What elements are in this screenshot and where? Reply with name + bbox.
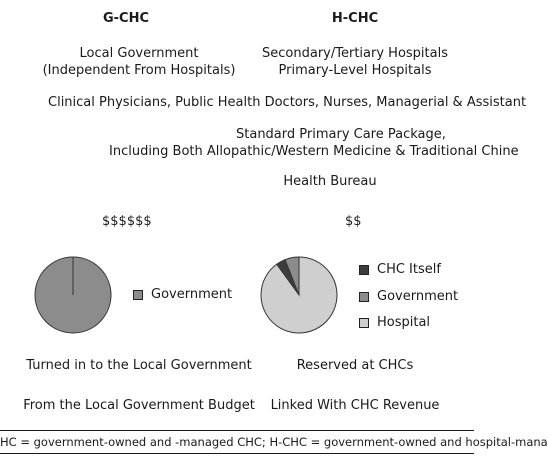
supervisor: Health Bureau xyxy=(283,174,377,189)
h-salary: Linked With CHC Revenue xyxy=(270,398,440,413)
package-line1: Standard Primary Care Package, xyxy=(236,127,446,142)
h-cost: $$ xyxy=(345,214,362,229)
g-legend-government xyxy=(133,287,232,302)
g-revenue: Turned in to the Local Government xyxy=(26,358,252,373)
legend-label: Government xyxy=(377,289,459,304)
g-cost: $$$$$$ xyxy=(102,214,152,229)
g-chc-header: G-CHC xyxy=(102,11,150,26)
h-owner-line2: Primary-Level Hospitals xyxy=(278,63,432,78)
h-legend-government xyxy=(359,289,458,304)
legend-swatch xyxy=(359,292,369,302)
h-owner-line1: Secondary/Tertiary Hospitals xyxy=(262,46,448,61)
package-line2: Including Both Allopathic/Western Medicine & Traditional Chine xyxy=(109,144,519,159)
legend-label: CHC Itself xyxy=(377,262,441,277)
h-legend-chc-itself xyxy=(359,262,441,277)
footnote-bottom-rule xyxy=(0,453,474,454)
legend-label: Government xyxy=(151,287,233,302)
h-chc-header: H-CHC xyxy=(331,11,379,26)
h-revenue: Reserved at CHCs xyxy=(296,358,414,373)
h-legend-hospital xyxy=(359,315,430,330)
legend-label: Hospital xyxy=(377,315,431,330)
g-chc-funding-pie xyxy=(33,255,113,335)
g-salary: From the Local Government Budget xyxy=(23,398,255,413)
legend-swatch xyxy=(133,290,143,300)
h-chc-funding-pie xyxy=(243,239,355,351)
legend-swatch xyxy=(359,318,369,328)
legend-swatch xyxy=(359,265,369,275)
g-owner-line1: Local Government xyxy=(79,46,199,61)
g-owner-line2: (Independent From Hospitals) xyxy=(42,63,236,78)
staff-types: Clinical Physicians, Public Health Doctors, Nurses, Managerial & Assistant xyxy=(48,95,527,110)
pie-slice-hospital xyxy=(246,242,352,348)
footnote: HC = government-owned and -managed CHC; H-CHC = government-owned and hospital-mana xyxy=(0,435,548,449)
footnote-top-rule xyxy=(0,430,474,431)
